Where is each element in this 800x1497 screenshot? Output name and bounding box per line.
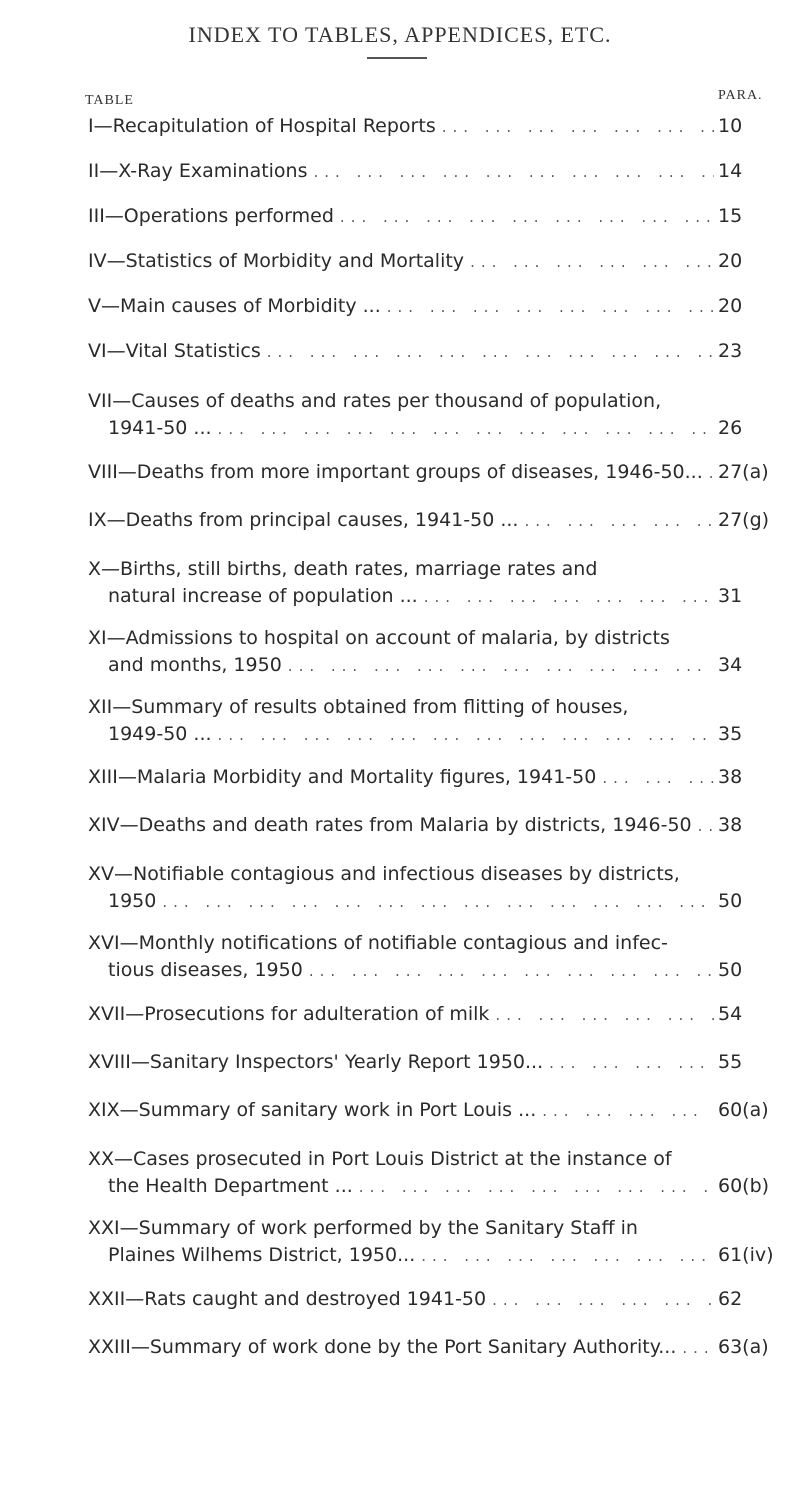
entry-para: 20: [718, 295, 743, 317]
para-column-header: PARA.: [718, 88, 763, 103]
entry-para: 10: [718, 115, 743, 137]
index-entry: [88, 248, 770, 276]
entry-text: XXII—Rats caught and destroyed 1941-50: [88, 1288, 487, 1310]
entry-text: III—Operations performed: [88, 205, 334, 227]
index-entry: [88, 158, 770, 186]
entry-para: 14: [718, 160, 743, 182]
index-entry: [88, 459, 770, 487]
index-entry: [88, 930, 770, 985]
index-entry: [88, 625, 770, 680]
entry-para: 60(b): [718, 1175, 770, 1197]
title-rule: [367, 57, 427, 59]
entry-para: 38: [718, 814, 743, 836]
entry-para: 15: [718, 205, 743, 227]
dot-leader: [381, 294, 714, 321]
dot-leader: [261, 339, 714, 366]
dot-leader: [212, 722, 714, 749]
entry-text: XVII—Prosecutions for adulteration of milk: [88, 1003, 490, 1025]
index-entry: [88, 812, 770, 840]
index-entry: [88, 113, 770, 141]
index-entry: [88, 388, 770, 443]
entry-text: VII—Causes of deaths and rates per thousand of population,: [88, 390, 662, 412]
index-entry: [88, 1001, 770, 1029]
dot-leader: [543, 1050, 714, 1077]
index-entry: [88, 861, 770, 916]
table-column-header: TABLE: [85, 93, 134, 108]
entry-text-continued: 1949-50 ...: [108, 723, 212, 745]
entry-text: X—Births, still births, death rates, marriage rates and: [88, 558, 598, 580]
entry-text: XI—Admissions to hospital on account of malaria, by districts: [88, 627, 670, 649]
index-entry: [88, 1286, 770, 1314]
entry-text: XXIII—Summary of work done by the Port Sanitary Authority...: [88, 1336, 677, 1358]
entry-para: 62: [718, 1288, 743, 1310]
index-entry: [88, 293, 770, 321]
entry-para: 50: [718, 890, 743, 912]
dot-leader: [303, 958, 714, 985]
dot-leader: [353, 1174, 714, 1201]
dot-leader: [703, 460, 714, 487]
entry-text: II—X-Ray Examinations: [88, 160, 308, 182]
entry-para: 50: [718, 959, 743, 981]
entry-para: 27(a): [718, 461, 769, 483]
entry-text: XII—Summary of results obtained from flitting of houses,: [88, 696, 629, 718]
entry-text: V—Main causes of Morbidity ...: [88, 295, 381, 317]
entry-text-continued: tious diseases, 1950: [108, 959, 303, 981]
entry-para: 60(a): [718, 1099, 769, 1121]
entry-para: 35: [718, 723, 743, 745]
dot-leader: [518, 508, 714, 535]
dot-leader: [212, 416, 714, 443]
entry-para: 54: [718, 1003, 743, 1025]
index-entry: [88, 764, 770, 792]
entry-text: IX—Deaths from principal causes, 1941-50 ...: [88, 509, 519, 531]
dot-leader: [596, 765, 714, 792]
page-title: INDEX TO TABLES, APPENDICES, ETC.: [188, 22, 612, 47]
entry-para: 55: [718, 1051, 743, 1073]
index-entry: [88, 507, 770, 535]
entry-para: 23: [718, 340, 743, 362]
entry-para: 26: [718, 417, 743, 439]
index-entry: [88, 1146, 770, 1201]
dot-leader: [418, 584, 714, 611]
entry-para: 31: [718, 585, 743, 607]
dot-leader: [464, 249, 714, 276]
entry-para: 27(g): [718, 509, 770, 531]
dot-leader: [436, 114, 714, 141]
entry-para: 20: [718, 250, 743, 272]
entry-text: XXI—Summary of work performed by the Sanitary Staff in: [88, 1217, 638, 1239]
dot-leader: [156, 889, 714, 916]
entry-para: 63(a): [718, 1336, 769, 1358]
dot-leader: [486, 1287, 714, 1314]
index-entry: [88, 1097, 770, 1125]
index-entry: [88, 694, 770, 749]
entry-text: XX—Cases prosecuted in Port Louis District at the instance of: [88, 1148, 672, 1170]
dot-leader: [415, 1243, 714, 1270]
entry-para: 61(iv): [718, 1244, 774, 1266]
entry-text: VI—Vital Statistics: [88, 340, 261, 362]
entry-text: XIX—Summary of sanitary work in Port Louis ...: [88, 1099, 537, 1121]
entry-text-continued: 1941-50 ...: [108, 417, 212, 439]
dot-leader: [536, 1098, 714, 1125]
index-entry: [88, 1334, 770, 1362]
dot-leader: [692, 813, 714, 840]
dot-leader: [489, 1002, 714, 1029]
entry-para: 38: [718, 766, 743, 788]
entry-text: IV—Statistics of Morbidity and Mortality: [88, 250, 465, 272]
entry-para: 34: [718, 654, 743, 676]
entry-text: XV—Notifiable contagious and infectious diseases by districts,: [88, 863, 680, 885]
entry-text-continued: Plaines Wilhems District, 1950...: [108, 1244, 416, 1266]
entry-text: XVIII—Sanitary Inspectors' Yearly Report 1950...: [88, 1051, 544, 1073]
dot-leader: [676, 1335, 714, 1362]
entry-text: XVI—Monthly notifications of notifiable contagious and infec-: [88, 932, 668, 954]
entry-text-continued: 1950: [108, 890, 157, 912]
index-entry: [88, 1215, 774, 1270]
entry-text: VIII—Deaths from more important groups of diseases, 1946-50...: [88, 461, 703, 483]
entry-text-continued: the Health Department ...: [108, 1175, 353, 1197]
entry-text: I—Recapitulation of Hospital Reports: [88, 115, 436, 137]
dot-leader: [334, 204, 714, 231]
index-entry: [88, 556, 770, 611]
entry-text-continued: natural increase of population ...: [108, 585, 418, 607]
entry-text: XIII—Malaria Morbidity and Mortality figures, 1941-50: [88, 766, 597, 788]
index-entry: [88, 1049, 770, 1077]
index-entry: [88, 203, 770, 231]
entry-text: XIV—Deaths and death rates from Malaria by districts, 1946-50: [88, 814, 692, 836]
dot-leader: [282, 653, 714, 680]
index-entry: [88, 338, 770, 366]
dot-leader: [308, 159, 714, 186]
entry-text-continued: and months, 1950: [108, 654, 282, 676]
